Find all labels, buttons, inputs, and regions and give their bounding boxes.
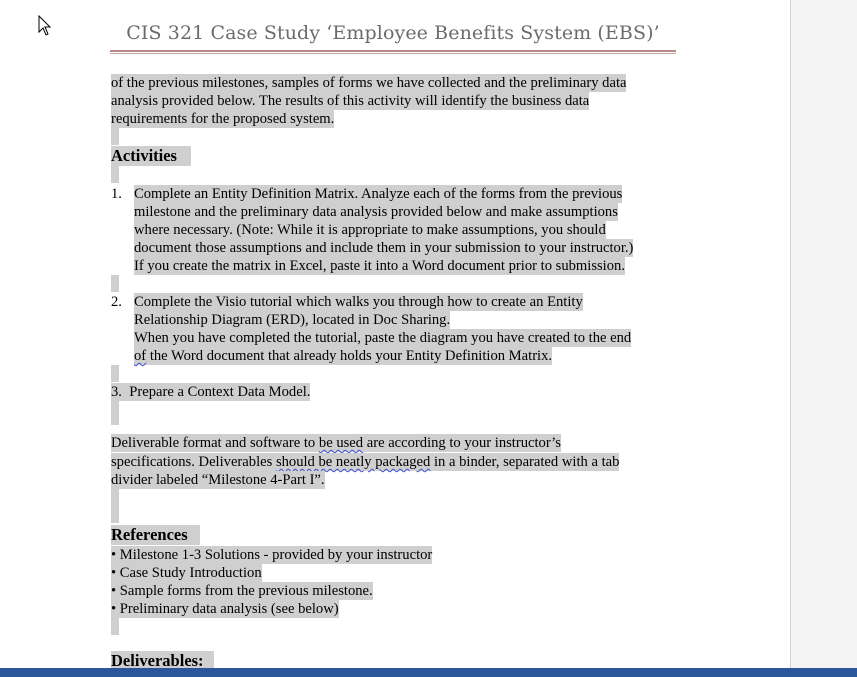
empty-paragraph-mark [111,166,119,183]
document-header-title: CIS 321 Case Study ‘Employee Benefits System (EBS)’ [126,22,660,44]
deliverable-line-2: specifications. Deliverables should be neatly packaged in a binder, separated with a tab [111,454,620,470]
item2-line-2: Relationship Diagram (ERD), located in Doc Sharing. [134,312,451,328]
side-pane [790,0,857,668]
reference-item: • Sample forms from the previous milestone. [111,583,373,599]
list-number-2: 2. [111,294,122,310]
header-divider [110,50,676,54]
spellcheck-word[interactable]: of [134,348,147,364]
item1-line-5: If you create the matrix in Excel, paste it into a Word document prior to submission. [134,258,625,274]
grammar-flag[interactable]: be used [318,435,364,451]
reference-item: • Case Study Introduction [111,565,262,581]
item2-line-4: of the Word document that already holds your Entity Definition Matrix. [134,348,553,364]
item1-line-1: Complete an Entity Definition Matrix. Analyze each of the forms from the previous [134,186,623,202]
reference-item: • Preliminary data analysis (see below) [111,601,339,617]
deliverable-line-3: divider labeled “Milestone 4-Part I”. [111,472,325,488]
item1-line-2: milestone and the preliminary data analysis provided below and make assumptions [134,204,618,220]
empty-paragraph-mark [111,275,119,292]
empty-paragraph-mark [111,401,119,425]
reference-item: • Milestone 1-3 Solutions - provided by your instructor [111,547,433,563]
list-number-3: 3. [111,384,122,400]
item1-line-4: document those assumptions and include them in your submission to your instructor.) [134,240,634,256]
empty-paragraph-mark [111,506,119,523]
empty-paragraph-mark [111,128,119,145]
item1-line-3: where necessary. (Note: While it is appropriate to make assumptions, you should [134,222,606,238]
deliverable-line-1: Deliverable format and software to be used are according to your instructor’s [111,435,561,451]
empty-paragraph-mark [111,365,119,382]
intro-line-2: analysis provided below. The results of this activity will identify the business data [111,93,590,109]
item2-line-1: Complete the Visio tutorial which walks you through how to create an Entity [134,294,583,310]
status-bar [0,668,857,677]
grammar-flag[interactable]: should be neatly packaged [275,454,431,470]
intro-line-3: requirements for the proposed system. [111,111,335,127]
empty-paragraph-mark [111,489,119,506]
item3-line: 3. Prepare a Context Data Model. [111,384,311,400]
list-number-1: 1. [111,186,122,202]
intro-line-1: of the previous milestones, samples of forms we have collected and the preliminary data [111,75,627,91]
item2-line-3: When you have completed the tutorial, paste the diagram you have created to the end [134,330,632,346]
mouse-cursor-icon [38,15,52,37]
empty-paragraph-mark [111,618,119,635]
deliverables-heading: Deliverables: [111,651,214,668]
references-heading: References [111,525,200,545]
activities-heading: Activities [111,146,191,166]
